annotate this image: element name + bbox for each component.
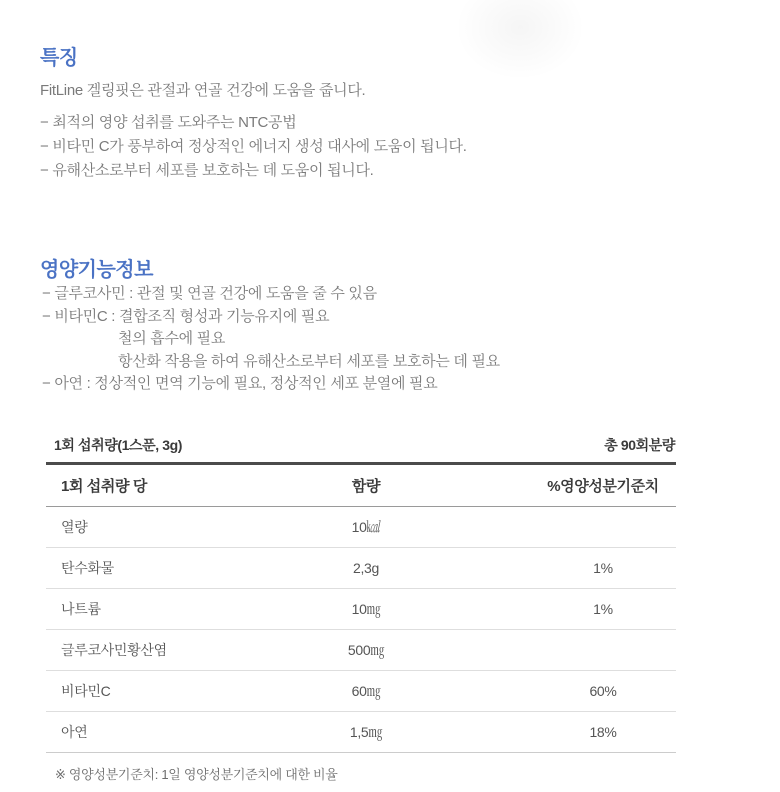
table-row [46, 548, 676, 589]
nutrient-name: 나트륨 [46, 589, 286, 630]
feature-bullet: − 최적의 영양 섭취를 도와주는 NTC공법 [40, 114, 297, 131]
serving-size-label: 1회 섭취량(1스푼, 3g) [54, 437, 183, 453]
feature-bullet: − 비타민 C가 풍부하여 정상적인 에너지 생성 대사에 도움이 됩니다. [40, 138, 467, 155]
nutrition-bullet: − 글루코사민 : 관절 및 연골 건강에 도움을 줄 수 있음 [42, 285, 377, 302]
table-row [46, 507, 676, 548]
nutrient-name: 글루코사민황산염 [46, 630, 286, 671]
nutrition-facts-table [46, 435, 676, 783]
nutrient-name: 비타민C [46, 671, 286, 712]
nutrient-amount: 500㎎ [286, 630, 446, 671]
table-row [46, 712, 676, 753]
column-header-per-serving: 1회 섭취량 당 [46, 464, 286, 507]
nutrition-bullet: − 아연 : 정상적인 면역 기능에 필요, 정상적인 세포 분열에 필요 [42, 375, 438, 392]
background-shade [455, 0, 585, 80]
total-servings-label: 총 90회분량 [604, 437, 675, 453]
nutrient-daily-value: 18% [446, 712, 676, 753]
nutrient-daily-value [446, 507, 676, 548]
features-section-title: 특징 [40, 46, 78, 69]
features-description: FitLine 겔링핏은 관절과 연골 건강에 도움을 줍니다. [40, 82, 366, 99]
feature-bullet: − 유해산소로부터 세포를 보호하는 데 도움이 됩니다. [40, 162, 374, 179]
table-row [46, 630, 676, 671]
daily-value-note: ※ 영양성분기준치: 1일 영양성분기준치에 대한 비율 [55, 767, 338, 782]
column-header-amount: 함량 [286, 464, 446, 507]
nutrient-daily-value: 60% [446, 671, 676, 712]
nutrition-bullet: 철의 흡수에 필요 [118, 330, 226, 347]
nutrient-daily-value: 1% [446, 589, 676, 630]
nutrient-amount: 2,3g [286, 548, 446, 589]
nutrient-amount: 60㎎ [286, 671, 446, 712]
nutrient-amount: 10㎉ [286, 507, 446, 548]
nutrient-name: 탄수화물 [46, 548, 286, 589]
nutrient-name: 열량 [46, 507, 286, 548]
table-row [46, 589, 676, 630]
nutrient-daily-value [446, 630, 676, 671]
nutrition-bullet-list [42, 283, 500, 396]
nutrient-daily-value: 1% [446, 548, 676, 589]
column-header-daily-value: %영양성분기준치 [446, 464, 676, 507]
nutrient-amount: 10㎎ [286, 589, 446, 630]
nutrient-name: 아연 [46, 712, 286, 753]
table-header-row [46, 464, 676, 507]
nutrition-bullet: − 비타민C : 결합조직 형성과 기능유지에 필요 [42, 307, 330, 325]
nutrient-amount: 1,5㎎ [286, 712, 446, 753]
features-bullet-list [40, 111, 467, 183]
table-caption [46, 435, 676, 462]
nutrition-table [46, 462, 676, 753]
nutrition-bullet: 항산화 작용을 하여 유해산소로부터 세포를 보호하는 데 필요 [118, 352, 500, 370]
table-row [46, 671, 676, 712]
nutrition-section-title: 영양기능정보 [40, 258, 153, 281]
